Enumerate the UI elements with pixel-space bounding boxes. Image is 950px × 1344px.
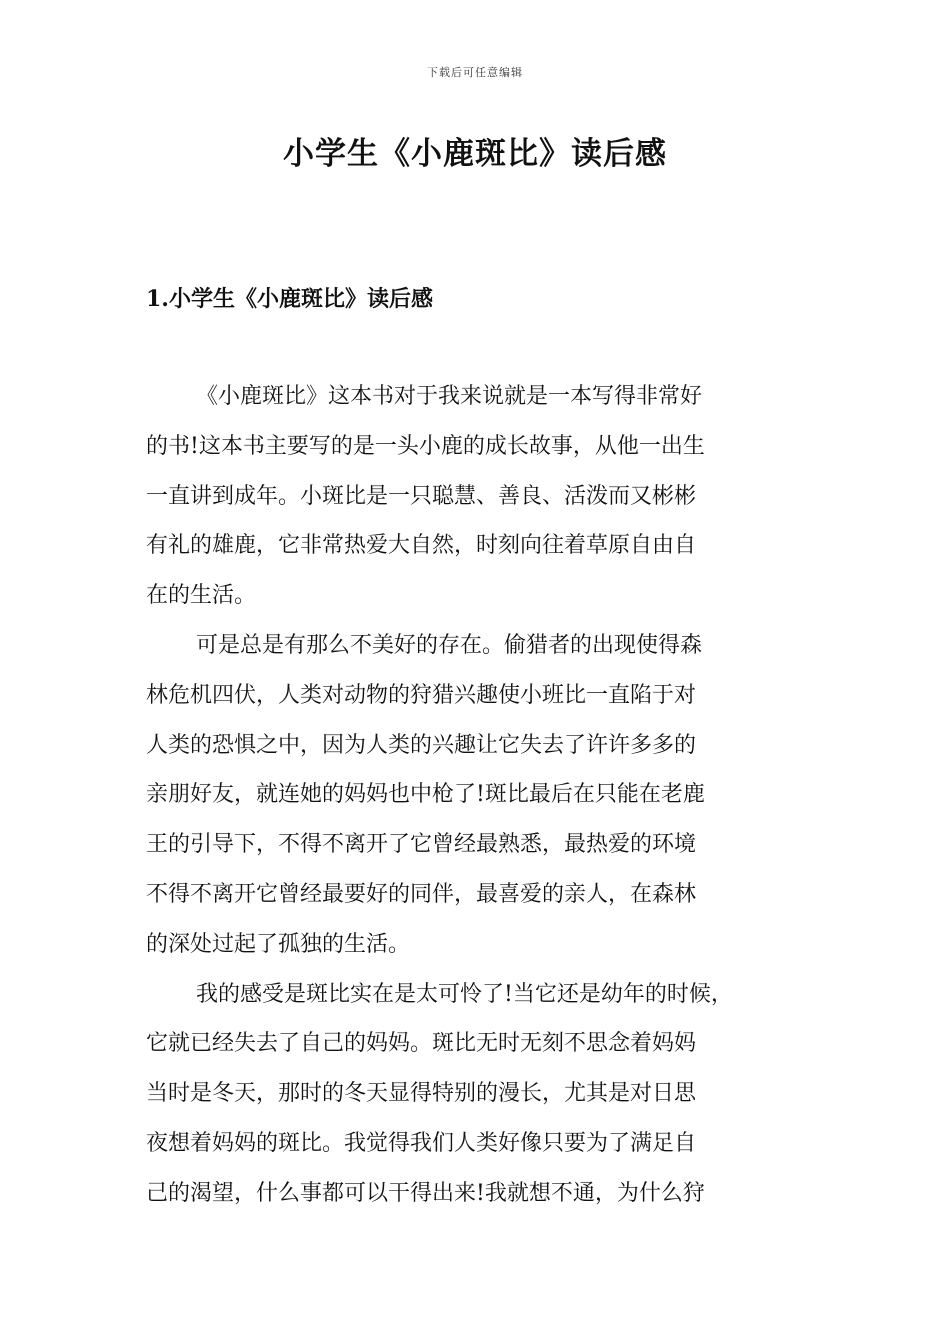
text-line: 《小鹿斑比》这本书对于我来说就是一本写得非常好 <box>196 384 703 409</box>
text-line: 的书!这本书主要写的是一头小鹿的成长故事，从他一出生 <box>146 433 705 459</box>
document-title: 小学生《小鹿斑比》读后感 <box>283 136 667 172</box>
text-line: 当时是冬天，那时的冬天显得特别的漫长，尤其是对日思 <box>146 1081 697 1107</box>
text-line: 一直讲到成年。小斑比是一只聪慧、善良、活泼而又彬彬 <box>146 483 697 509</box>
text-line: 我的感受是斑比实在是太可怜了!当它还是幼年的时候， <box>196 981 733 1007</box>
text-line: 的深处过起了孤独的生活。 <box>146 931 411 957</box>
text-line: 人类的恐惧之中，因为人类的兴趣让它失去了许许多多的 <box>146 732 697 758</box>
text-line: 己的渴望，什么事都可以干得出来!我就想不通，为什么狩 <box>146 1180 705 1206</box>
text-line: 林危机四伏，人类对动物的狩猎兴趣使小班比一直陷于对 <box>146 682 697 708</box>
header-note: 下载后可任意编辑 <box>427 66 523 79</box>
text-line: 王的引导下，不得不离开了它曾经最熟悉，最热爱的环境 <box>146 832 697 858</box>
text-line: 它就已经失去了自己的妈妈。斑比无时无刻不思念着妈妈 <box>146 1031 697 1057</box>
text-line: 不得不离开它曾经最要好的同伴，最喜爱的亲人，在森林 <box>146 881 697 907</box>
text-line: 亲朋好友，就连她的妈妈也中枪了!斑比最后在只能在老鹿 <box>146 782 705 808</box>
section-heading: 1.小学生《小鹿斑比》读后感 <box>146 286 433 312</box>
text-line: 有礼的雄鹿，它非常热爱大自然，时刻向往着草原自由自 <box>146 533 697 559</box>
text-line: 在的生活。 <box>146 583 257 609</box>
text-line: 可是总是有那么不美好的存在。偷猎者的出现使得森 <box>196 632 703 658</box>
body-text <box>146 372 816 1219</box>
text-line: 夜想着妈妈的斑比。我觉得我们人类好像只要为了满足自 <box>146 1130 697 1156</box>
